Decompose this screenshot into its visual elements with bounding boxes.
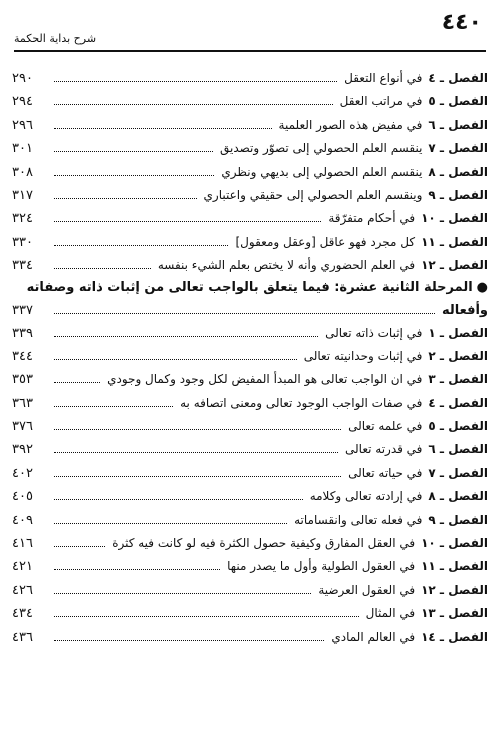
toc-entry xyxy=(12,254,488,277)
page-ref: ٣٤٤ xyxy=(12,348,33,364)
chapter-title: في أحكام متفرّقة xyxy=(328,211,416,226)
chapter-label: الفصل ـ ١ xyxy=(428,325,488,340)
chapter-label: الفصل ـ ١١ xyxy=(421,559,488,574)
chapter-label: الفصل ـ ٩ xyxy=(428,187,488,202)
bullet-icon: ● xyxy=(476,279,488,295)
page-header xyxy=(14,8,486,52)
page-ref: ٣٣٤ xyxy=(12,258,33,274)
toc-entry xyxy=(12,438,488,461)
toc-entry xyxy=(12,368,488,391)
toc-entry xyxy=(12,345,488,368)
chapter-label: الفصل ـ ١١ xyxy=(421,234,488,249)
toc-entry xyxy=(12,114,488,137)
toc-entry xyxy=(12,90,488,113)
leader-dots xyxy=(54,486,303,500)
chapter-label: الفصل ـ ٦ xyxy=(428,442,488,457)
toc-entry xyxy=(12,415,488,438)
chapter-label: الفصل ـ ١٠ xyxy=(421,211,488,226)
chapter-title: في مفيض هذه الصور العلمية xyxy=(278,117,423,132)
chapter-title: في العقول العرضية xyxy=(318,582,416,597)
leader-dots xyxy=(54,416,341,430)
chapter-title: في حياته تعالى xyxy=(348,465,423,480)
chapter-label: الفصل ـ ٨ xyxy=(428,489,488,504)
chapter-title: في العقول الطولية وأول ما يصدر منها xyxy=(227,559,416,574)
page-ref: ٢٩٠ xyxy=(12,71,33,86)
leader-dots xyxy=(54,115,272,129)
chapter-title: ينقسم العلم الحصولي إلى بديهي ونظري xyxy=(221,164,423,179)
section-title-line1: المرحلة الثانية عشرة: فيما يتعلق بالواجب تعالى من إثبات ذاته وصفاته xyxy=(26,279,473,295)
toc-entry xyxy=(12,161,488,184)
toc-entry xyxy=(12,602,488,625)
leader-dots xyxy=(54,255,151,269)
chapter-label: الفصل ـ ٥ xyxy=(428,94,488,109)
leader-dots xyxy=(54,91,333,105)
leader-dots xyxy=(54,439,338,453)
page-ref: ٣٢٤ xyxy=(12,211,33,227)
toc-entry xyxy=(12,532,488,555)
page-ref: ٣٦٣ xyxy=(12,395,33,411)
toc-entry xyxy=(12,137,488,160)
chapter-title: في العقل المفارق وكيفية حصول الكثرة فيه لو كانت فيه كثرة xyxy=(112,536,416,551)
chapter-label: الفصل ـ ٨ xyxy=(428,164,488,179)
table-of-contents xyxy=(12,67,488,649)
chapter-label: الفصل ـ ١٤ xyxy=(421,629,488,644)
leader-dots xyxy=(54,138,213,152)
page-number: ٤٤٠ xyxy=(441,10,482,35)
toc-entry xyxy=(12,231,488,254)
toc-entry xyxy=(12,626,488,649)
page-ref: ٣٣٧ xyxy=(12,302,33,318)
chapter-title: في قدرته تعالى xyxy=(345,442,423,457)
chapter-label: الفصل ـ ٢ xyxy=(428,348,488,363)
page-ref: ٣٣٠ xyxy=(12,234,33,250)
chapter-label: الفصل ـ ٩ xyxy=(428,512,488,527)
leader-dots xyxy=(54,463,341,477)
page-ref: ٤٠٩ xyxy=(12,512,33,528)
chapter-title: في المثال xyxy=(365,606,416,621)
page-ref: ٣٠٨ xyxy=(12,164,33,180)
page-ref: ٤٠٢ xyxy=(12,465,33,481)
toc-entry xyxy=(12,207,488,230)
chapter-title: في ان الواجب تعالى هو المبدأ المفيض لكل وجود وكمال وجودي xyxy=(107,372,423,387)
chapter-title: في أنواع التعقل xyxy=(344,71,423,85)
toc-group-a xyxy=(12,67,488,278)
page-ref: ٣٥٣ xyxy=(12,372,33,388)
chapter-title: في العالم المادي xyxy=(331,629,416,644)
page-ref: ٢٩٦ xyxy=(12,117,33,133)
toc-entry xyxy=(12,462,488,485)
chapter-title: في إرادته تعالى وكلامه xyxy=(309,489,423,504)
leader-dots xyxy=(54,556,220,570)
leader-dots xyxy=(54,369,100,383)
leader-dots xyxy=(54,627,324,641)
section-heading-continuation xyxy=(12,299,488,322)
leader-dots xyxy=(54,323,318,337)
page-ref: ٤٢١ xyxy=(12,559,33,575)
page-ref: ٤٣٤ xyxy=(12,606,33,622)
chapter-title: في فعله تعالى وانقساماته xyxy=(294,512,423,527)
page-ref: ٢٩٤ xyxy=(12,94,33,110)
leader-dots xyxy=(54,185,197,199)
chapter-label: الفصل ـ ٥ xyxy=(428,419,488,434)
leader-dots xyxy=(54,300,435,314)
chapter-label: الفصل ـ ٧ xyxy=(428,141,488,156)
section-heading xyxy=(12,278,488,298)
leader-dots xyxy=(54,533,105,547)
chapter-title: في مراتب العقل xyxy=(339,94,423,109)
page-ref: ٤٠٥ xyxy=(12,489,33,505)
toc-entry xyxy=(12,485,488,508)
toc-entry xyxy=(12,392,488,415)
chapter-title: في علمه تعالى xyxy=(348,419,423,434)
chapter-label: الفصل ـ ١٢ xyxy=(421,258,488,273)
leader-dots xyxy=(54,603,359,617)
section-title-line2: وأفعاله xyxy=(441,302,488,318)
chapter-label: الفصل ـ ٤ xyxy=(428,71,488,85)
chapter-title: في إثبات وحدانيته تعالى xyxy=(303,348,423,363)
leader-dots xyxy=(54,510,287,524)
chapter-label: الفصل ـ ٣ xyxy=(428,372,488,387)
toc-entry xyxy=(12,555,488,578)
chapter-label: الفصل ـ ١٢ xyxy=(421,582,488,597)
page-ref: ٣٧٦ xyxy=(12,419,33,435)
page-ref: ٤٢٦ xyxy=(12,582,33,598)
leader-dots xyxy=(54,208,321,222)
leader-dots xyxy=(54,232,228,246)
chapter-label: الفصل ـ ٧ xyxy=(428,465,488,480)
leader-dots xyxy=(54,393,173,407)
toc-entry xyxy=(12,67,488,90)
leader-dots xyxy=(54,580,311,594)
chapter-title: في صفات الواجب الوجود تعالى ومعنى اتصافه به xyxy=(180,395,423,410)
leader-dots xyxy=(54,346,297,360)
page-ref: ٣٩٢ xyxy=(12,442,33,458)
chapter-title: في إثبات ذاته تعالى xyxy=(325,325,423,340)
toc-entry xyxy=(12,509,488,532)
toc-entry xyxy=(12,579,488,602)
page-ref: ٤٣٦ xyxy=(12,629,33,645)
page-ref: ٣١٧ xyxy=(12,187,33,203)
chapter-title: كل مجرد فهو عاقل [وعقل ومعقول] xyxy=(235,234,416,249)
leader-dots xyxy=(54,162,214,176)
chapter-label: الفصل ـ ٦ xyxy=(428,117,488,132)
running-title: شرح بداية الحكمة xyxy=(14,32,97,45)
toc-group-b xyxy=(12,322,488,649)
toc-entry xyxy=(12,184,488,207)
chapter-label: الفصل ـ ٤ xyxy=(428,395,488,410)
chapter-title: في العلم الحضوري وأنه لا يختص بعلم الشيء بنفسه xyxy=(157,258,416,273)
chapter-title: ينقسم العلم الحصولي إلى تصوّر وتصديق xyxy=(219,141,423,156)
chapter-label: الفصل ـ ١٣ xyxy=(421,606,488,621)
toc-entry xyxy=(12,322,488,345)
leader-dots xyxy=(54,68,337,82)
page-ref: ٣٣٩ xyxy=(12,325,33,341)
page-ref: ٤١٦ xyxy=(12,536,33,552)
page-ref: ٣٠١ xyxy=(12,141,33,157)
chapter-title: وينقسم العلم الحصولي إلى حقيقي واعتباري xyxy=(203,187,423,202)
chapter-label: الفصل ـ ١٠ xyxy=(421,536,488,551)
